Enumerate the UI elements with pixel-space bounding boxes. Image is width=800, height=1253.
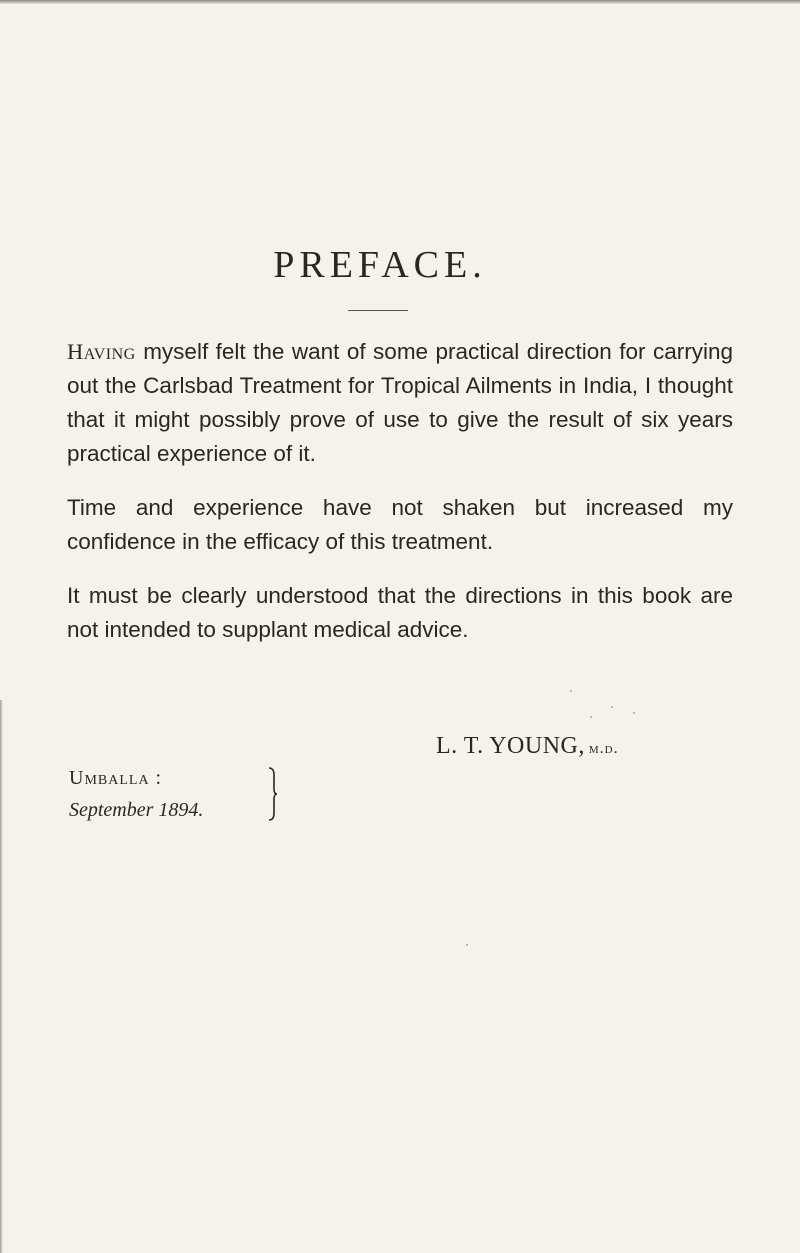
preface-body xyxy=(67,335,733,667)
paragraph-1 xyxy=(67,335,733,471)
date-line: September 1894. xyxy=(69,799,204,821)
paragraph-1-text: myself felt the want of some practical direction for carrying out the Carlsbad Treatment for Tropical Ailments in India, I thought that it might possibly prove of use to give the result of six years practical experience of it. xyxy=(67,339,733,466)
paragraph-1-lead: Having xyxy=(67,339,136,364)
title-rule xyxy=(348,310,408,311)
page-title: PREFACE. xyxy=(273,244,487,286)
paragraph-3: It must be clearly understood that the directions in this book are not intended to supplant medical advice. xyxy=(67,583,733,642)
paper-speck xyxy=(570,690,572,692)
paper-speck xyxy=(466,944,468,946)
page-top-edge xyxy=(0,0,800,4)
paper-speck xyxy=(590,716,592,718)
author-degree: m.d. xyxy=(588,740,619,757)
place-line: Umballa : xyxy=(69,767,163,789)
paragraph-2: Time and experience have not shaken but increased my confidence in the efficacy of this treatment. xyxy=(67,495,733,554)
author-signature xyxy=(436,733,619,760)
page-left-edge xyxy=(0,700,3,1253)
right-brace-icon xyxy=(268,767,278,821)
author-name: L. T. YOUNG, xyxy=(436,733,585,759)
paper-speck xyxy=(611,706,613,708)
paper-speck xyxy=(633,712,635,714)
